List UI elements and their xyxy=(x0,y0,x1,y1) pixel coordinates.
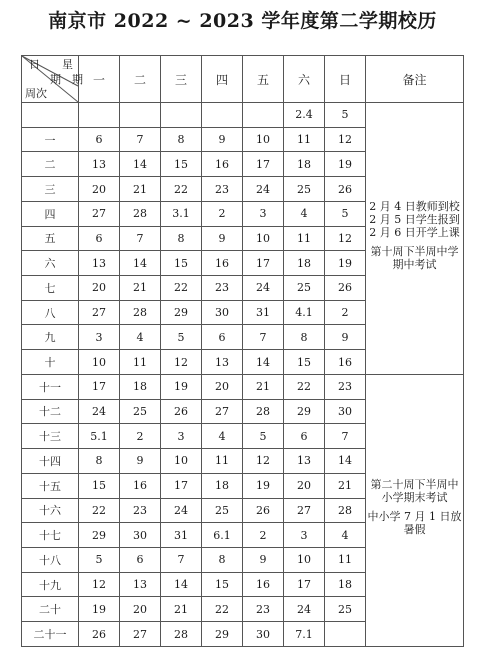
date-cell: 5 xyxy=(243,424,284,449)
date-cell xyxy=(120,103,161,128)
week-number-cell: 十九 xyxy=(22,572,79,597)
date-cell: 4 xyxy=(202,424,243,449)
date-cell: 6 xyxy=(120,547,161,572)
date-cell: 28 xyxy=(243,399,284,424)
date-cell: 27 xyxy=(120,622,161,647)
week-number-cell: 十四 xyxy=(22,449,79,474)
week-row xyxy=(22,103,464,128)
date-cell: 10 xyxy=(243,226,284,251)
date-cell: 2.4 xyxy=(284,103,325,128)
corner-header xyxy=(22,56,83,103)
date-cell xyxy=(325,622,366,647)
date-cell: 7 xyxy=(325,424,366,449)
day-header-wed: 三 xyxy=(161,56,202,103)
date-cell: 16 xyxy=(202,251,243,276)
date-cell: 23 xyxy=(325,374,366,399)
date-cell: 30 xyxy=(243,622,284,647)
date-cell: 19 xyxy=(161,374,202,399)
date-cell: 25 xyxy=(202,498,243,523)
date-cell: 13 xyxy=(202,350,243,375)
remarks-cell-first-half xyxy=(366,103,464,375)
date-cell: 28 xyxy=(161,622,202,647)
date-cell: 15 xyxy=(161,251,202,276)
date-cell: 28 xyxy=(325,498,366,523)
date-cell: 6 xyxy=(202,325,243,350)
date-cell: 13 xyxy=(120,572,161,597)
week-number-cell xyxy=(22,103,79,128)
corner-label-xing: 星 xyxy=(62,58,73,71)
date-cell xyxy=(161,103,202,128)
date-cell: 27 xyxy=(79,201,120,226)
date-cell: 20 xyxy=(284,473,325,498)
week-number-cell: 二 xyxy=(22,152,79,177)
date-cell: 21 xyxy=(243,374,284,399)
date-cell: 19 xyxy=(325,251,366,276)
week-number-cell: 二十一 xyxy=(22,622,79,647)
date-cell: 16 xyxy=(120,473,161,498)
remark-text: 第二十周下半周中小学期末考试 xyxy=(370,478,459,505)
date-cell: 8 xyxy=(79,449,120,474)
date-cell: 18 xyxy=(202,473,243,498)
date-cell: 28 xyxy=(120,201,161,226)
date-cell: 12 xyxy=(161,350,202,375)
date-cell: 15 xyxy=(202,572,243,597)
date-cell: 6 xyxy=(79,127,120,152)
date-cell: 25 xyxy=(120,399,161,424)
calendar-title: 南京市 2022 ~ 2023 学年度第二学期校历 xyxy=(48,10,437,32)
date-cell: 3 xyxy=(243,201,284,226)
date-cell xyxy=(202,103,243,128)
date-cell: 5 xyxy=(79,547,120,572)
date-cell: 9 xyxy=(202,127,243,152)
date-cell xyxy=(243,103,284,128)
date-cell: 10 xyxy=(79,350,120,375)
date-cell: 6.1 xyxy=(202,523,243,548)
date-cell: 11 xyxy=(202,449,243,474)
date-cell: 9 xyxy=(202,226,243,251)
date-cell: 5.1 xyxy=(79,424,120,449)
date-cell: 10 xyxy=(284,547,325,572)
date-cell: 12 xyxy=(325,226,366,251)
date-cell: 30 xyxy=(325,399,366,424)
date-cell: 9 xyxy=(243,547,284,572)
week-number-cell: 十一 xyxy=(22,374,79,399)
date-cell: 4 xyxy=(325,523,366,548)
date-cell: 18 xyxy=(120,374,161,399)
date-cell: 3 xyxy=(161,424,202,449)
date-cell: 11 xyxy=(284,127,325,152)
corner-label-ri: 日 xyxy=(29,58,40,71)
date-cell: 14 xyxy=(161,572,202,597)
date-cell: 30 xyxy=(120,523,161,548)
date-cell: 27 xyxy=(284,498,325,523)
date-cell: 20 xyxy=(202,374,243,399)
date-cell: 16 xyxy=(202,152,243,177)
date-cell: 22 xyxy=(161,276,202,301)
date-cell: 12 xyxy=(325,127,366,152)
date-cell: 3.1 xyxy=(161,201,202,226)
date-cell: 7 xyxy=(161,547,202,572)
date-cell: 9 xyxy=(325,325,366,350)
date-cell: 23 xyxy=(202,177,243,202)
date-cell: 18 xyxy=(325,572,366,597)
date-cell: 8 xyxy=(202,547,243,572)
week-number-cell: 十七 xyxy=(22,523,79,548)
date-cell: 24 xyxy=(284,597,325,622)
date-cell: 20 xyxy=(79,177,120,202)
date-cell: 27 xyxy=(202,399,243,424)
date-cell: 5 xyxy=(161,325,202,350)
date-cell: 15 xyxy=(284,350,325,375)
date-cell: 10 xyxy=(243,127,284,152)
date-cell: 2 xyxy=(120,424,161,449)
date-cell: 14 xyxy=(120,152,161,177)
date-cell: 4.1 xyxy=(284,300,325,325)
day-header-tue: 二 xyxy=(120,56,161,103)
date-cell: 11 xyxy=(284,226,325,251)
date-cell: 25 xyxy=(325,597,366,622)
date-cell: 2 xyxy=(202,201,243,226)
date-cell: 18 xyxy=(284,251,325,276)
date-cell: 18 xyxy=(284,152,325,177)
date-cell: 6 xyxy=(79,226,120,251)
week-number-cell: 四 xyxy=(22,201,79,226)
date-cell: 7.1 xyxy=(284,622,325,647)
day-header-fri: 五 xyxy=(243,56,284,103)
date-cell: 22 xyxy=(161,177,202,202)
date-cell: 21 xyxy=(325,473,366,498)
date-cell: 19 xyxy=(325,152,366,177)
date-cell: 13 xyxy=(284,449,325,474)
date-cell: 7 xyxy=(120,127,161,152)
week-number-cell: 九 xyxy=(22,325,79,350)
date-cell: 4 xyxy=(120,325,161,350)
remark-text: 2 月 4 日教师到校 2 月 5 日学生报到 2 月 6 日开学上课 xyxy=(369,199,460,239)
date-cell: 20 xyxy=(120,597,161,622)
school-calendar-table xyxy=(21,55,464,647)
date-cell: 8 xyxy=(161,127,202,152)
date-cell: 7 xyxy=(120,226,161,251)
date-cell: 30 xyxy=(202,300,243,325)
week-number-cell: 十 xyxy=(22,350,79,375)
date-cell: 17 xyxy=(243,152,284,177)
week-number-cell: 七 xyxy=(22,276,79,301)
remark-text: 第十周下半周中学期中考试 xyxy=(370,244,459,271)
date-cell: 17 xyxy=(161,473,202,498)
date-cell: 8 xyxy=(161,226,202,251)
remark-text: 中小学 7 月 1 日放暑假 xyxy=(367,510,462,537)
date-cell: 24 xyxy=(243,177,284,202)
date-cell: 25 xyxy=(284,276,325,301)
date-cell: 12 xyxy=(79,572,120,597)
date-cell: 19 xyxy=(79,597,120,622)
date-cell: 14 xyxy=(243,350,284,375)
date-cell: 11 xyxy=(120,350,161,375)
day-header-mon: 一 xyxy=(79,56,120,103)
week-number-cell: 六 xyxy=(22,251,79,276)
date-cell: 13 xyxy=(79,251,120,276)
day-header-sun: 日 xyxy=(325,56,366,103)
calendar-body xyxy=(22,103,464,647)
corner-label-qi-2: 期 xyxy=(72,73,83,86)
date-cell: 16 xyxy=(243,572,284,597)
date-cell: 23 xyxy=(243,597,284,622)
week-number-cell: 二十 xyxy=(22,597,79,622)
date-cell: 15 xyxy=(161,152,202,177)
remarks-header: 备注 xyxy=(366,56,464,103)
date-cell: 31 xyxy=(243,300,284,325)
date-cell: 22 xyxy=(202,597,243,622)
date-cell: 14 xyxy=(325,449,366,474)
date-cell: 15 xyxy=(79,473,120,498)
date-cell: 26 xyxy=(243,498,284,523)
date-cell: 4 xyxy=(284,201,325,226)
day-header-thu: 四 xyxy=(202,56,243,103)
week-number-cell: 十五 xyxy=(22,473,79,498)
date-cell: 21 xyxy=(120,276,161,301)
date-cell xyxy=(79,103,120,128)
date-cell: 17 xyxy=(243,251,284,276)
week-number-cell: 五 xyxy=(22,226,79,251)
date-cell: 23 xyxy=(202,276,243,301)
date-cell: 31 xyxy=(161,523,202,548)
date-cell: 5 xyxy=(325,103,366,128)
date-cell: 7 xyxy=(243,325,284,350)
date-cell: 16 xyxy=(325,350,366,375)
remarks-cell-second-half xyxy=(366,374,464,646)
date-cell: 13 xyxy=(79,152,120,177)
date-cell: 19 xyxy=(243,473,284,498)
date-cell: 10 xyxy=(161,449,202,474)
date-cell: 24 xyxy=(243,276,284,301)
date-cell: 29 xyxy=(161,300,202,325)
week-number-cell: 一 xyxy=(22,127,79,152)
day-header-sat: 六 xyxy=(284,56,325,103)
date-cell: 24 xyxy=(161,498,202,523)
date-cell: 26 xyxy=(325,177,366,202)
header-row xyxy=(22,56,464,103)
date-cell: 29 xyxy=(284,399,325,424)
date-cell: 17 xyxy=(284,572,325,597)
date-cell: 17 xyxy=(79,374,120,399)
week-number-cell: 十六 xyxy=(22,498,79,523)
date-cell: 24 xyxy=(79,399,120,424)
date-cell: 11 xyxy=(325,547,366,572)
corner-label-qi-1: 期 xyxy=(50,73,61,86)
date-cell: 23 xyxy=(120,498,161,523)
date-cell: 22 xyxy=(284,374,325,399)
date-cell: 22 xyxy=(79,498,120,523)
date-cell: 6 xyxy=(284,424,325,449)
date-cell: 21 xyxy=(161,597,202,622)
date-cell: 29 xyxy=(79,523,120,548)
date-cell: 12 xyxy=(243,449,284,474)
date-cell: 8 xyxy=(284,325,325,350)
week-number-cell: 十八 xyxy=(22,547,79,572)
week-number-cell: 八 xyxy=(22,300,79,325)
date-cell: 27 xyxy=(79,300,120,325)
corner-label-zhouci: 周次 xyxy=(25,87,47,100)
date-cell: 25 xyxy=(284,177,325,202)
date-cell: 29 xyxy=(202,622,243,647)
date-cell: 20 xyxy=(79,276,120,301)
date-cell: 9 xyxy=(120,449,161,474)
date-cell: 26 xyxy=(325,276,366,301)
week-number-cell: 十二 xyxy=(22,399,79,424)
date-cell: 3 xyxy=(284,523,325,548)
date-cell: 28 xyxy=(120,300,161,325)
week-number-cell: 十三 xyxy=(22,424,79,449)
date-cell: 2 xyxy=(243,523,284,548)
date-cell: 26 xyxy=(79,622,120,647)
week-row xyxy=(22,374,464,399)
date-cell: 2 xyxy=(325,300,366,325)
date-cell: 14 xyxy=(120,251,161,276)
date-cell: 21 xyxy=(120,177,161,202)
date-cell: 3 xyxy=(79,325,120,350)
week-number-cell: 三 xyxy=(22,177,79,202)
date-cell: 26 xyxy=(161,399,202,424)
date-cell: 5 xyxy=(325,201,366,226)
